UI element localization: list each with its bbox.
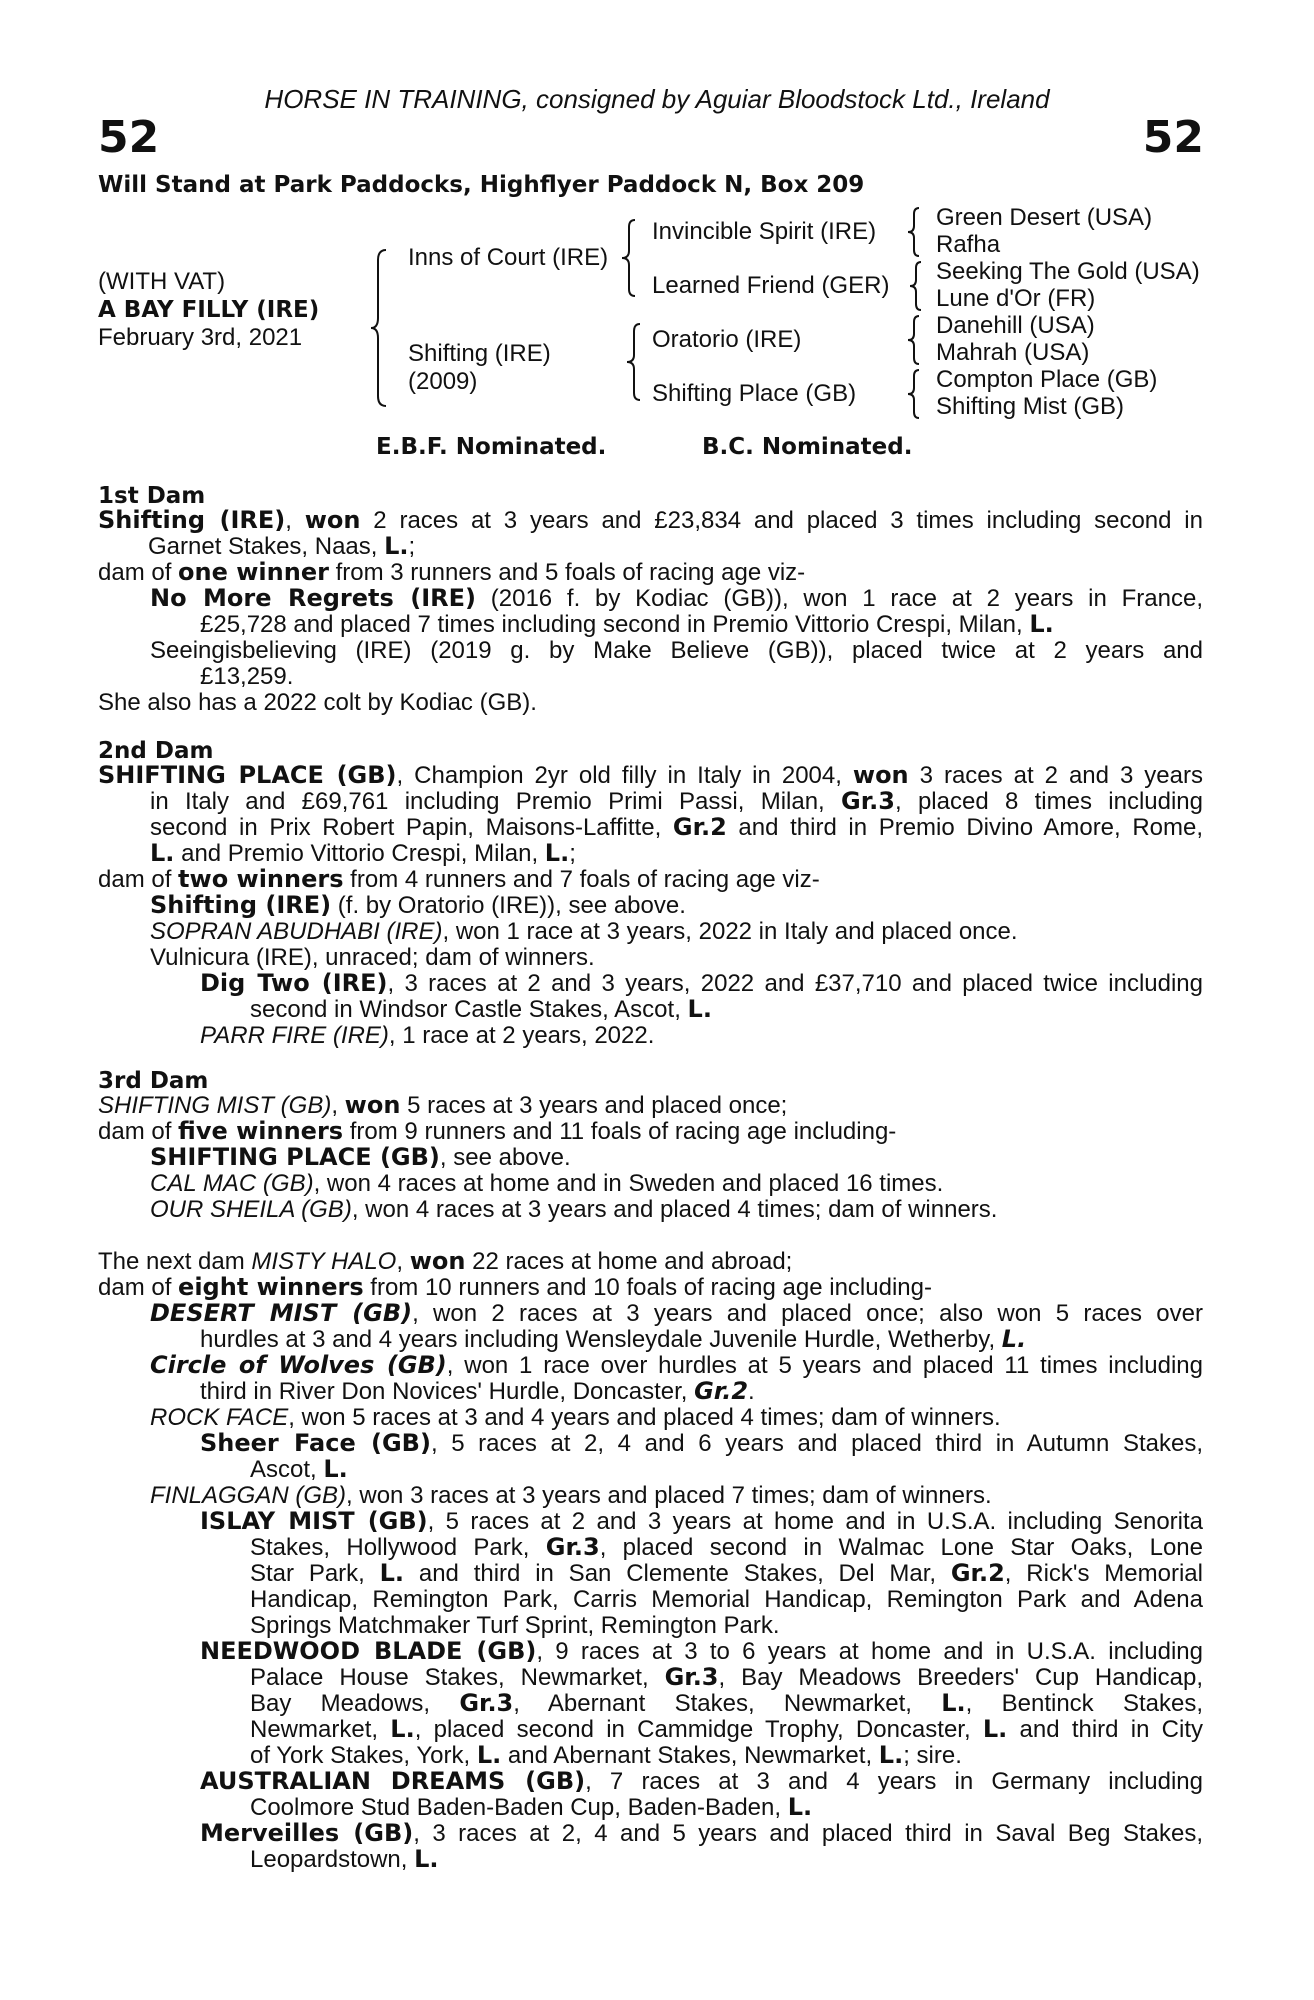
text-line xyxy=(150,1145,571,1171)
text-run: five winners xyxy=(178,1117,344,1145)
brace-3-3 xyxy=(906,314,922,366)
text-line xyxy=(250,1535,1203,1561)
text-run: Gr.3 xyxy=(664,1663,719,1691)
text-run: two winners xyxy=(178,865,344,893)
text-line xyxy=(250,1691,1203,1717)
text-run: , placed 8 times including xyxy=(894,788,1204,815)
text-run: £25,728 and placed 7 times including second in Premio Vittorio Crespi, Milan, xyxy=(200,611,1030,638)
text-run: , Abernant Stakes, Newmarket, xyxy=(513,1690,942,1717)
text-run: from 10 runners and 10 foals of racing age including- xyxy=(363,1274,932,1301)
text-run: FINLAGGAN (GB) xyxy=(150,1482,347,1509)
text-run: Seeingisbelieving (IRE) (2019 g. by Make Believe (GB)), placed twice at 2 years and xyxy=(150,637,1203,664)
text-run: PARR FIRE (IRE) xyxy=(200,1022,389,1049)
text-line xyxy=(98,867,820,893)
text-run: L. xyxy=(982,1715,1008,1743)
text-run: Gr.3 xyxy=(545,1533,600,1561)
ebf-nomination: E.B.F. Nominated. xyxy=(376,434,607,460)
text-run: hurdles at 3 and 4 years including Wensleydale Juvenile Hurdle, Wetherby, xyxy=(200,1326,1002,1353)
text-run: SHIFTING PLACE (GB) xyxy=(150,1143,440,1171)
text-run: Vulnicura (IRE), unraced; dam of winners. xyxy=(150,944,595,971)
lot-number-right: 52 xyxy=(1142,112,1204,163)
ggd-1: Rafha xyxy=(936,231,1001,258)
ggd-3: Mahrah (USA) xyxy=(936,339,1090,366)
text-run: , won 5 races at 3 and 4 years and placed 4 times; dam of winners. xyxy=(288,1404,1001,1431)
dam-brace xyxy=(625,322,643,402)
text-run: , 1 race at 2 years, 2022. xyxy=(388,1022,655,1049)
text-run: , 7 races at 3 and 4 years in Germany including xyxy=(585,1768,1203,1795)
text-run: L. xyxy=(1029,610,1054,638)
text-line xyxy=(98,1275,932,1301)
text-run: , 3 races at 2 and 3 years, 2022 and £37,710 and placed twice including xyxy=(387,970,1203,997)
text-run: Gr.2 xyxy=(672,813,727,841)
page-header: HORSE IN TRAINING, consigned by Aguiar Bloodstock Ltd., Ireland xyxy=(264,84,1050,114)
text-run: third in River Don Novices' Hurdle, Doncaster, xyxy=(200,1378,695,1405)
text-line xyxy=(150,1353,1203,1379)
text-run: AUSTRALIAN DREAMS (GB) xyxy=(200,1767,586,1795)
text-line xyxy=(148,534,415,560)
text-line xyxy=(200,1431,1203,1457)
text-run: eight winners xyxy=(178,1273,364,1301)
text-run: Gr.2 xyxy=(694,1377,749,1405)
text-run: and Abernant Stakes, Newmarket, xyxy=(501,1742,879,1769)
text-run: SOPRAN ABUDHABI (IRE) xyxy=(150,918,443,945)
text-run: Sheer Face (GB) xyxy=(200,1429,431,1457)
text-run: won xyxy=(852,761,909,789)
text-run: Handicap, Remington Park, Carris Memorial Handicap, Remington Park and Adena xyxy=(250,1586,1203,1613)
ggs-1: Green Desert (USA) xyxy=(936,204,1153,231)
text-run: ; xyxy=(569,840,576,867)
text-run: Ascot, xyxy=(250,1456,324,1483)
text-line xyxy=(98,560,805,586)
text-run: from 4 runners and 7 foals of racing age viz- xyxy=(343,866,820,893)
text-run: Stakes, Hollywood Park, xyxy=(250,1534,546,1561)
text-line xyxy=(150,1405,1001,1431)
text-run: dam of xyxy=(98,1118,179,1145)
text-run: in Italy and £69,761 including Premio Primi Passi, Milan, xyxy=(150,788,842,815)
text-run: from 9 runners and 11 foals of racing age including- xyxy=(343,1118,897,1145)
text-line xyxy=(250,1587,1203,1613)
ggd-2: Lune d'Or (FR) xyxy=(936,285,1096,312)
text-line xyxy=(150,919,1018,945)
text-line xyxy=(250,1847,439,1873)
text-run: , won 4 races at home and in Sweden and placed 16 times. xyxy=(313,1170,944,1197)
text-run: L. xyxy=(379,1559,405,1587)
text-line xyxy=(98,1249,792,1275)
text-run: L. xyxy=(1001,1325,1027,1353)
text-run: (f. by Oratorio (IRE)), see above. xyxy=(331,892,686,919)
text-run: ; xyxy=(408,533,416,560)
text-run: DESERT MIST (GB) xyxy=(150,1299,413,1327)
text-run: , placed second in Cammidge Trophy, Doncaster, xyxy=(414,1716,983,1743)
text-run: and third in San Clemente Stakes, Del Mar, xyxy=(404,1560,951,1587)
ggs-2: Seeking The Gold (USA) xyxy=(936,258,1200,285)
text-line xyxy=(200,1509,1203,1535)
text-run: , xyxy=(396,1248,410,1275)
horse-name: A BAY FILLY (IRE) xyxy=(98,297,320,323)
second-dam-heading: 2nd Dam xyxy=(98,738,214,764)
text-line xyxy=(250,1613,780,1639)
text-run: won xyxy=(344,1091,401,1119)
text-run: dam of xyxy=(98,1274,179,1301)
text-run: won xyxy=(409,1247,466,1275)
text-line xyxy=(98,1093,787,1119)
text-run: £13,259. xyxy=(200,663,294,690)
dam-dam: Shifting Place (GB) xyxy=(652,380,857,407)
third-dam-heading: 3rd Dam xyxy=(98,1068,209,1094)
text-line xyxy=(250,997,712,1023)
text-run: ISLAY MIST (GB) xyxy=(200,1507,428,1535)
text-run: L. xyxy=(476,1741,502,1769)
text-run: Gr.3 xyxy=(841,787,895,815)
text-run: L. xyxy=(323,1455,348,1483)
text-run: Shifting (IRE) xyxy=(98,506,286,534)
text-run: second in Prix Robert Papin, Maisons-Laffitte, xyxy=(150,814,673,841)
text-line xyxy=(150,1483,992,1509)
sire-dam: Learned Friend (GER) xyxy=(652,272,890,299)
dam-sire: Oratorio (IRE) xyxy=(652,326,802,353)
sire-brace xyxy=(620,218,638,298)
ggs-3: Danehill (USA) xyxy=(936,312,1095,339)
text-line xyxy=(150,638,1203,664)
text-run: No More Regrets (IRE) xyxy=(150,584,476,612)
text-run: , 9 races at 3 to 6 years at home and in U.S.A. including xyxy=(536,1638,1203,1665)
text-line xyxy=(200,1327,1026,1353)
text-run: Gr.3 xyxy=(459,1689,514,1717)
text-line xyxy=(150,1197,997,1223)
text-line xyxy=(150,815,1203,841)
text-line xyxy=(200,971,1203,997)
text-run: SHIFTING PLACE (GB) xyxy=(98,761,397,789)
text-run: of York Stakes, York, xyxy=(250,1742,477,1769)
first-dam-heading: 1st Dam xyxy=(98,483,206,509)
text-run: 3 races at 2 and 3 years xyxy=(908,762,1203,789)
text-line xyxy=(150,841,576,867)
text-line xyxy=(150,1171,943,1197)
text-line xyxy=(200,1379,755,1405)
text-run: MISTY HALO xyxy=(251,1248,397,1275)
text-run: 2 races at 3 years and £23,834 and placed 3 times including second in xyxy=(360,507,1203,534)
text-run: L. xyxy=(414,1845,439,1873)
text-run: and third in City xyxy=(1007,1716,1203,1743)
pedigree-brace xyxy=(368,248,390,408)
text-run: NEEDWOOD BLADE (GB) xyxy=(200,1637,537,1665)
text-run: Star Park, xyxy=(250,1560,380,1587)
text-run: SHIFTING MIST (GB) xyxy=(98,1092,332,1119)
text-run: ROCK FACE xyxy=(150,1404,289,1431)
text-run: L. xyxy=(941,1689,966,1717)
text-line xyxy=(98,1119,896,1145)
text-run: dam of xyxy=(98,559,179,586)
text-line xyxy=(250,1795,812,1821)
text-run: Shifting (IRE) xyxy=(150,891,332,919)
text-run: Merveilles (GB) xyxy=(200,1819,414,1847)
text-line xyxy=(98,690,537,716)
text-run: L. xyxy=(150,839,175,867)
text-line xyxy=(150,789,1203,815)
text-run: CAL MAC (GB) xyxy=(150,1170,314,1197)
text-line xyxy=(200,1769,1203,1795)
text-run: , Bentinck Stakes, xyxy=(965,1690,1204,1717)
text-run: Springs Matchmaker Turf Sprint, Remington Park. xyxy=(250,1612,780,1639)
dam: Shifting (IRE) xyxy=(408,340,551,367)
text-line xyxy=(98,763,1203,789)
text-line xyxy=(250,1717,1203,1743)
text-run: ; sire. xyxy=(903,1742,962,1769)
text-line xyxy=(200,1821,1203,1847)
brace-3-2 xyxy=(908,260,924,312)
text-run: , won 1 race at 3 years, 2022 in Italy and placed once. xyxy=(442,918,1018,945)
text-run: She also has a 2022 colt by Kodiac (GB). xyxy=(98,689,537,716)
text-run: L. xyxy=(687,995,712,1023)
text-run: , won 2 races at 3 years and placed once; also won 5 races over xyxy=(412,1300,1203,1327)
text-run: Bay Meadows, xyxy=(250,1690,460,1717)
text-run: 5 races at 3 years and placed once; xyxy=(400,1092,788,1119)
text-run: Dig Two (IRE) xyxy=(200,969,388,997)
text-run: Gr.2 xyxy=(950,1559,1005,1587)
text-run: (2016 f. by Kodiac (GB)), won 1 race at 2 years in France, xyxy=(476,585,1203,612)
text-run: , won 4 races at 3 years and placed 4 times; dam of winners. xyxy=(351,1196,998,1223)
text-run: won xyxy=(304,506,361,534)
text-run: , placed second in Walmac Lone Star Oaks, Lone xyxy=(599,1534,1203,1561)
text-run: and Premio Vittorio Crespi, Milan, xyxy=(174,840,545,867)
lot-number-left: 52 xyxy=(98,112,160,163)
stall-location: Will Stand at Park Paddocks, Highflyer Paddock N, Box 209 xyxy=(98,172,865,198)
text-line xyxy=(250,1457,348,1483)
vat-note: (WITH VAT) xyxy=(98,268,226,295)
text-line xyxy=(250,1665,1203,1691)
text-line xyxy=(200,1639,1203,1665)
text-run: one winner xyxy=(178,558,329,586)
text-run: , Champion 2yr old filly in Italy in 2004, xyxy=(396,762,853,789)
text-run: Coolmore Stud Baden-Baden Cup, Baden-Baden, xyxy=(250,1794,788,1821)
text-run: , won 1 race over hurdles at 5 years and placed 11 times including xyxy=(446,1352,1203,1379)
text-line xyxy=(200,1023,654,1049)
ggd-4: Shifting Mist (GB) xyxy=(936,393,1125,420)
text-run: L. xyxy=(544,839,570,867)
text-line xyxy=(200,664,293,690)
text-run: , see above. xyxy=(439,1144,571,1171)
text-run: , 5 races at 2, 4 and 6 years and placed third in Autumn Stakes, xyxy=(430,1430,1203,1457)
text-run: Garnet Stakes, Naas, xyxy=(148,533,385,560)
text-run: and third in Premio Divino Amore, Rome, xyxy=(726,814,1204,841)
text-run: OUR SHEILA (GB) xyxy=(150,1196,352,1223)
text-line xyxy=(150,945,595,971)
text-run: . xyxy=(748,1378,755,1405)
text-line xyxy=(150,893,686,919)
text-run: Newmarket, xyxy=(250,1716,391,1743)
text-line xyxy=(250,1561,1203,1587)
text-run: , Bay Meadows Breeders' Cup Handicap, xyxy=(718,1664,1204,1691)
text-run: Leopardstown, xyxy=(250,1846,415,1873)
text-run: Circle of Wolves (GB) xyxy=(150,1351,447,1379)
text-line xyxy=(200,612,1054,638)
text-run: second in Windsor Castle Stakes, Ascot, xyxy=(250,996,688,1023)
ggs-4: Compton Place (GB) xyxy=(936,366,1158,393)
dam-year: (2009) xyxy=(408,368,478,395)
sire: Inns of Court (IRE) xyxy=(408,244,609,271)
text-run: The next dam xyxy=(98,1248,252,1275)
text-line xyxy=(250,1743,962,1769)
sire-sire: Invincible Spirit (IRE) xyxy=(652,218,877,245)
text-run: , 5 races at 2 and 3 years at home and in U.S.A. including Senorita xyxy=(427,1508,1203,1535)
text-line xyxy=(98,508,1203,534)
foaling-date: February 3rd, 2021 xyxy=(98,324,303,351)
text-run: L. xyxy=(390,1715,415,1743)
text-run: dam of xyxy=(98,866,179,893)
brace-3-1 xyxy=(906,206,922,258)
bc-nomination: B.C. Nominated. xyxy=(702,434,913,460)
text-run: , Rick's Memorial xyxy=(1004,1560,1203,1587)
text-line xyxy=(150,1301,1203,1327)
text-run: L. xyxy=(787,1793,813,1821)
text-run: from 3 runners and 5 foals of racing age viz- xyxy=(328,559,806,586)
brace-3-4 xyxy=(906,368,922,420)
text-run: , xyxy=(331,1092,345,1119)
text-line xyxy=(150,586,1203,612)
text-run: L. xyxy=(878,1741,904,1769)
text-run: L. xyxy=(384,532,409,560)
text-run: 22 races at home and abroad; xyxy=(465,1248,793,1275)
text-run: , xyxy=(285,507,305,534)
text-run: , 3 races at 2, 4 and 5 years and placed third in Saval Beg Stakes, xyxy=(413,1820,1203,1847)
text-run: , won 3 races at 3 years and placed 7 times; dam of winners. xyxy=(346,1482,992,1509)
text-run: Palace House Stakes, Newmarket, xyxy=(250,1664,665,1691)
